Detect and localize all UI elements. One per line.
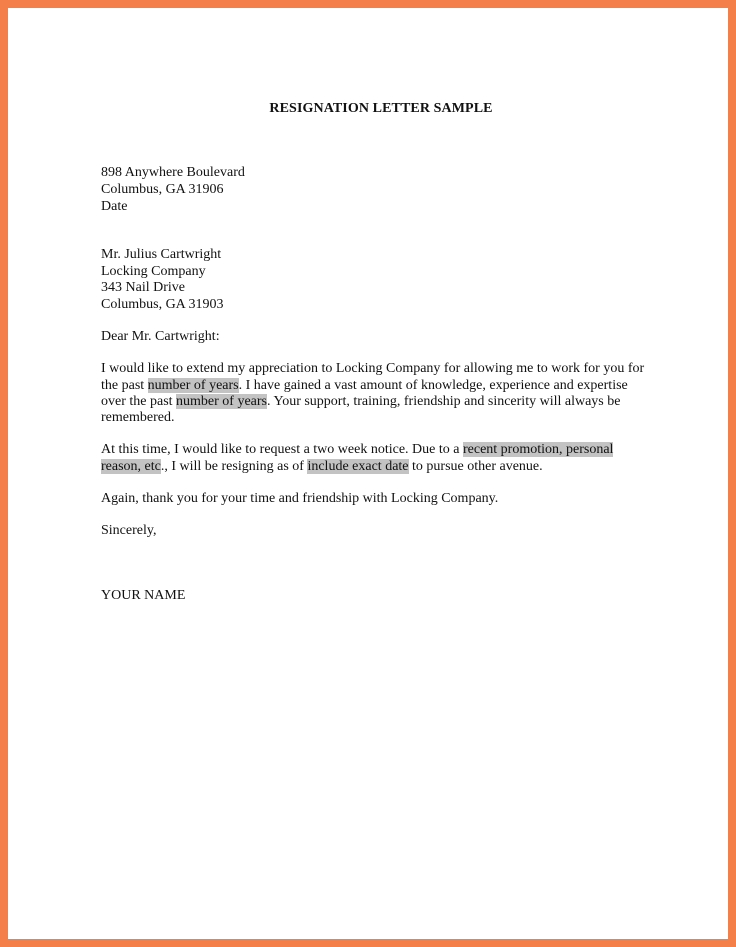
recipient-street: 343 Nail Drive — [101, 280, 185, 295]
closing: Sincerely, — [101, 523, 157, 538]
recipient-city: Columbus, GA 31903 — [101, 297, 224, 312]
signature-name: YOUR NAME — [101, 588, 186, 603]
text-run: ., I will be resigning as of — [160, 459, 308, 474]
text-run: the past — [101, 378, 148, 393]
text-run: over the past — [101, 394, 177, 409]
paragraph-2-line-1 — [101, 442, 613, 459]
paragraph-3: Again, thank you for your time and friendship with Locking Company. — [101, 491, 499, 506]
recipient-name: Mr. Julius Cartwright — [101, 247, 222, 262]
text-run: . Your support, training, friendship and sincerity will always be — [267, 394, 621, 409]
letter-title: RESIGNATION LETTER SAMPLE — [269, 101, 493, 116]
paragraph-1-line-3 — [101, 394, 620, 411]
placeholder-highlight: reason, etc — [101, 459, 161, 474]
paragraph-1-line-4: remembered. — [101, 410, 175, 425]
sender-street: 898 Anywhere Boulevard — [101, 165, 245, 180]
sender-date: Date — [101, 199, 128, 214]
text-run: . I have gained a vast amount of knowledge, experience and expertise — [238, 378, 628, 393]
placeholder-highlight: number of years — [147, 378, 239, 393]
text-run: At this time, I would like to request a two week notice. Due to a — [101, 442, 463, 457]
placeholder-highlight: number of years — [176, 394, 267, 409]
text-run: to pursue other avenue. — [408, 459, 543, 474]
placeholder-highlight: recent promotion, personal — [462, 442, 614, 457]
paragraph-2-line-2 — [101, 459, 543, 476]
paragraph-1-line-2 — [101, 378, 628, 395]
recipient-company: Locking Company — [101, 264, 206, 279]
sender-city: Columbus, GA 31906 — [101, 182, 224, 197]
placeholder-highlight: include exact date — [307, 459, 409, 474]
salutation: Dear Mr. Cartwright: — [101, 329, 220, 344]
paragraph-1-line-1: I would like to extend my appreciation to Locking Company for allowing me to work for you for — [101, 361, 645, 376]
